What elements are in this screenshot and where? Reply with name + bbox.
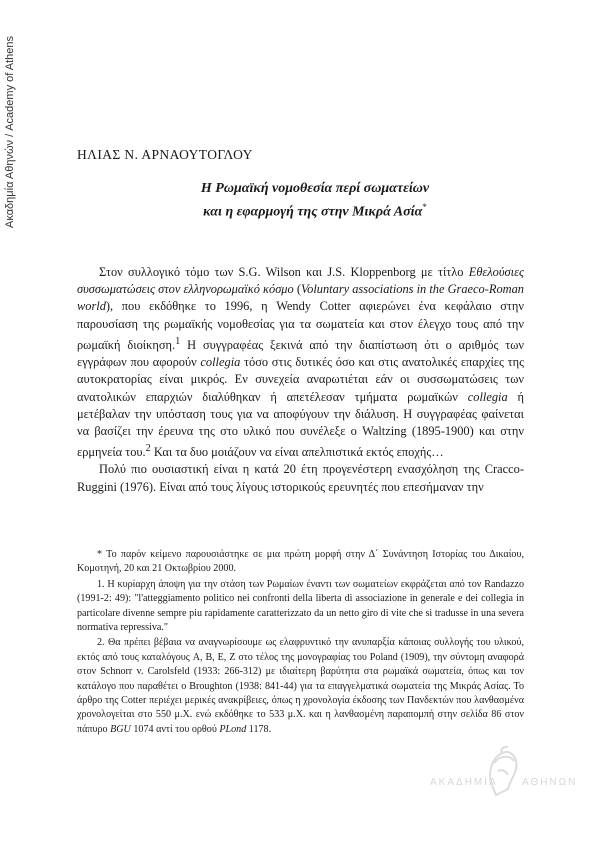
side-watermark: Ακαδημία Αθηνών / Academy of Athens (4, 35, 16, 228)
book-title-english: Voluntary associations in the Graeco-Roman world (77, 282, 524, 314)
author-name: ΗΛΙΑΣ Ν. ΑΡΝΑΟΥΤΟΓΛΟΥ (77, 147, 253, 162)
logo-text-right: ΑΘΗΝΩΝ (522, 777, 578, 788)
body-text (77, 264, 524, 496)
academy-logo-watermark (430, 745, 580, 805)
book-title-greek: Εθελούσιες συσσωματώσεις στον ελληνορωμαϊκό κόσμο (77, 265, 524, 297)
paragraph-1: Στον συλλογικό τόμο των S.G. Wilson και J.S. Kloppenborg με τίτλο Εθελούσιες συσσωματώσεις στον ελληνορωμαϊκό κόσμο (Voluntary associations in the Graeco-Roman world), που εκδόθηκε το 1996, η Wendy Cotter αφιερώνει ένα κεφάλαιο στην παρουσίαση της ρωμαϊκής νομοθεσίας για τα σωματεία και στον έλεγχο τους από την ρωμαϊκή διοίκηση.$^1$ Η συγγραφέας ξεκινά από την διαπίστωση ότι ο αριθμός των εγγράφων που αφορούν collegia τόσο στις δυτικές όσο και στις ανατολικές επαρχίες της αυτοκρατορίας είναι μικρός. Εν συνεχεία αναρωτιέται εάν οι συσσωματώσεις των ανατολικών επαρχιών διαλύθηκαν ή απετέλεσαν τμήματα ρωμαϊκών collegia ή μετέβαλαν την υπόσταση τους για να αποφύγουν την διάλυση. Η συγγραφέας φαίνεται να βασίζει την έρευνα της στο υλικό που συνέλεξε ο Waltzing (1895-1900) και στην ερμηνεία του.$^2$ Και τα δυο μοιάζουν να είναι απελπιστικά εκτός εποχής… (77, 265, 525, 460)
title-line-2 (110, 198, 520, 222)
title-footnote-marker: * (422, 202, 427, 212)
athena-head-icon (484, 745, 520, 801)
footnote-ref-2[interactable]: 2 (145, 443, 151, 455)
title-line-1: Η Ρωμαϊκή νομοθεσία περί σωματείων (200, 181, 430, 196)
logo-text-left: ΑΚΑΔΗΜΙΑ (430, 777, 498, 788)
title-line-2-text: και η εφαρμογή της στην Μικρά Ασία (203, 204, 423, 220)
footnote-1: 1. Η κυρίαρχη άποψη για την στάση των Ρωμαίων έναντι των σωματείων εκφράζεται από τον Randazzo (1991-2: 49): "l'atteggiamento politico nei confronti della liberta di associazione in generale e dei collegia in particolare divenne sempre piu rapidamente caratterizzato da un netto giro di vite che si tradusse in una severa normativa repressiva." (77, 578, 524, 634)
article-title (110, 180, 520, 222)
footnote-ref-1[interactable]: 1 (175, 335, 181, 347)
footnotes (77, 548, 524, 737)
paragraph-2: Πολύ πιο ουσιαστική είναι η κατά 20 έτη προγενέστερη ενασχόληση της Cracco-Ruggini (1976). Είναι από τους λίγους ιστορικούς ερευνητές που επεσήμαναν την (77, 462, 524, 494)
footnote-star: * Το παρόν κείμενο παρουσιάστηκε σε μια πρώτη μορφή στην Δ΄ Συνάντηση Ιστορίας του Δικαίου, Κομοτηνή, 20 και 21 Οκτωβρίου 2000. (77, 549, 524, 575)
footnote-2: 2. Θα πρέπει βέβαια να αναγνωρίσουμε ως ελαφρυντικό την ανυπαρξία κάποιας συλλογής του υλικού, εκτός από τους καταλόγους A, B, E, Z στο τέλος της μονογραφίας του Poland (1909), την σύντομη αναφορά στον Schnorr v. Carolsfeld (1933: 266-312) με ιδιαίτερη βαρύτητα στα ρωμαϊκά σωματεία, όπως και τον κατάλογο που παραθέτει ο Broughton (1938: 841-44) για τα επαγγελματικά σωματεία της Μικράς Ασίας. Το άρθρο της Cotter περιέχει μερικές ανακρίβειες, όπως η χρονολογία έκδοσης των Πανδεκτών που λανθασμένα χρονολογείται στο 550 μ.Χ. ενώ εκδόθηκε το 533 μ.Χ. και η λανθασμένη παραπομπή στην σελίδα 86 στον πάπυρο BGU 1074 αντί του ορθού PLond 1178. (77, 637, 524, 735)
